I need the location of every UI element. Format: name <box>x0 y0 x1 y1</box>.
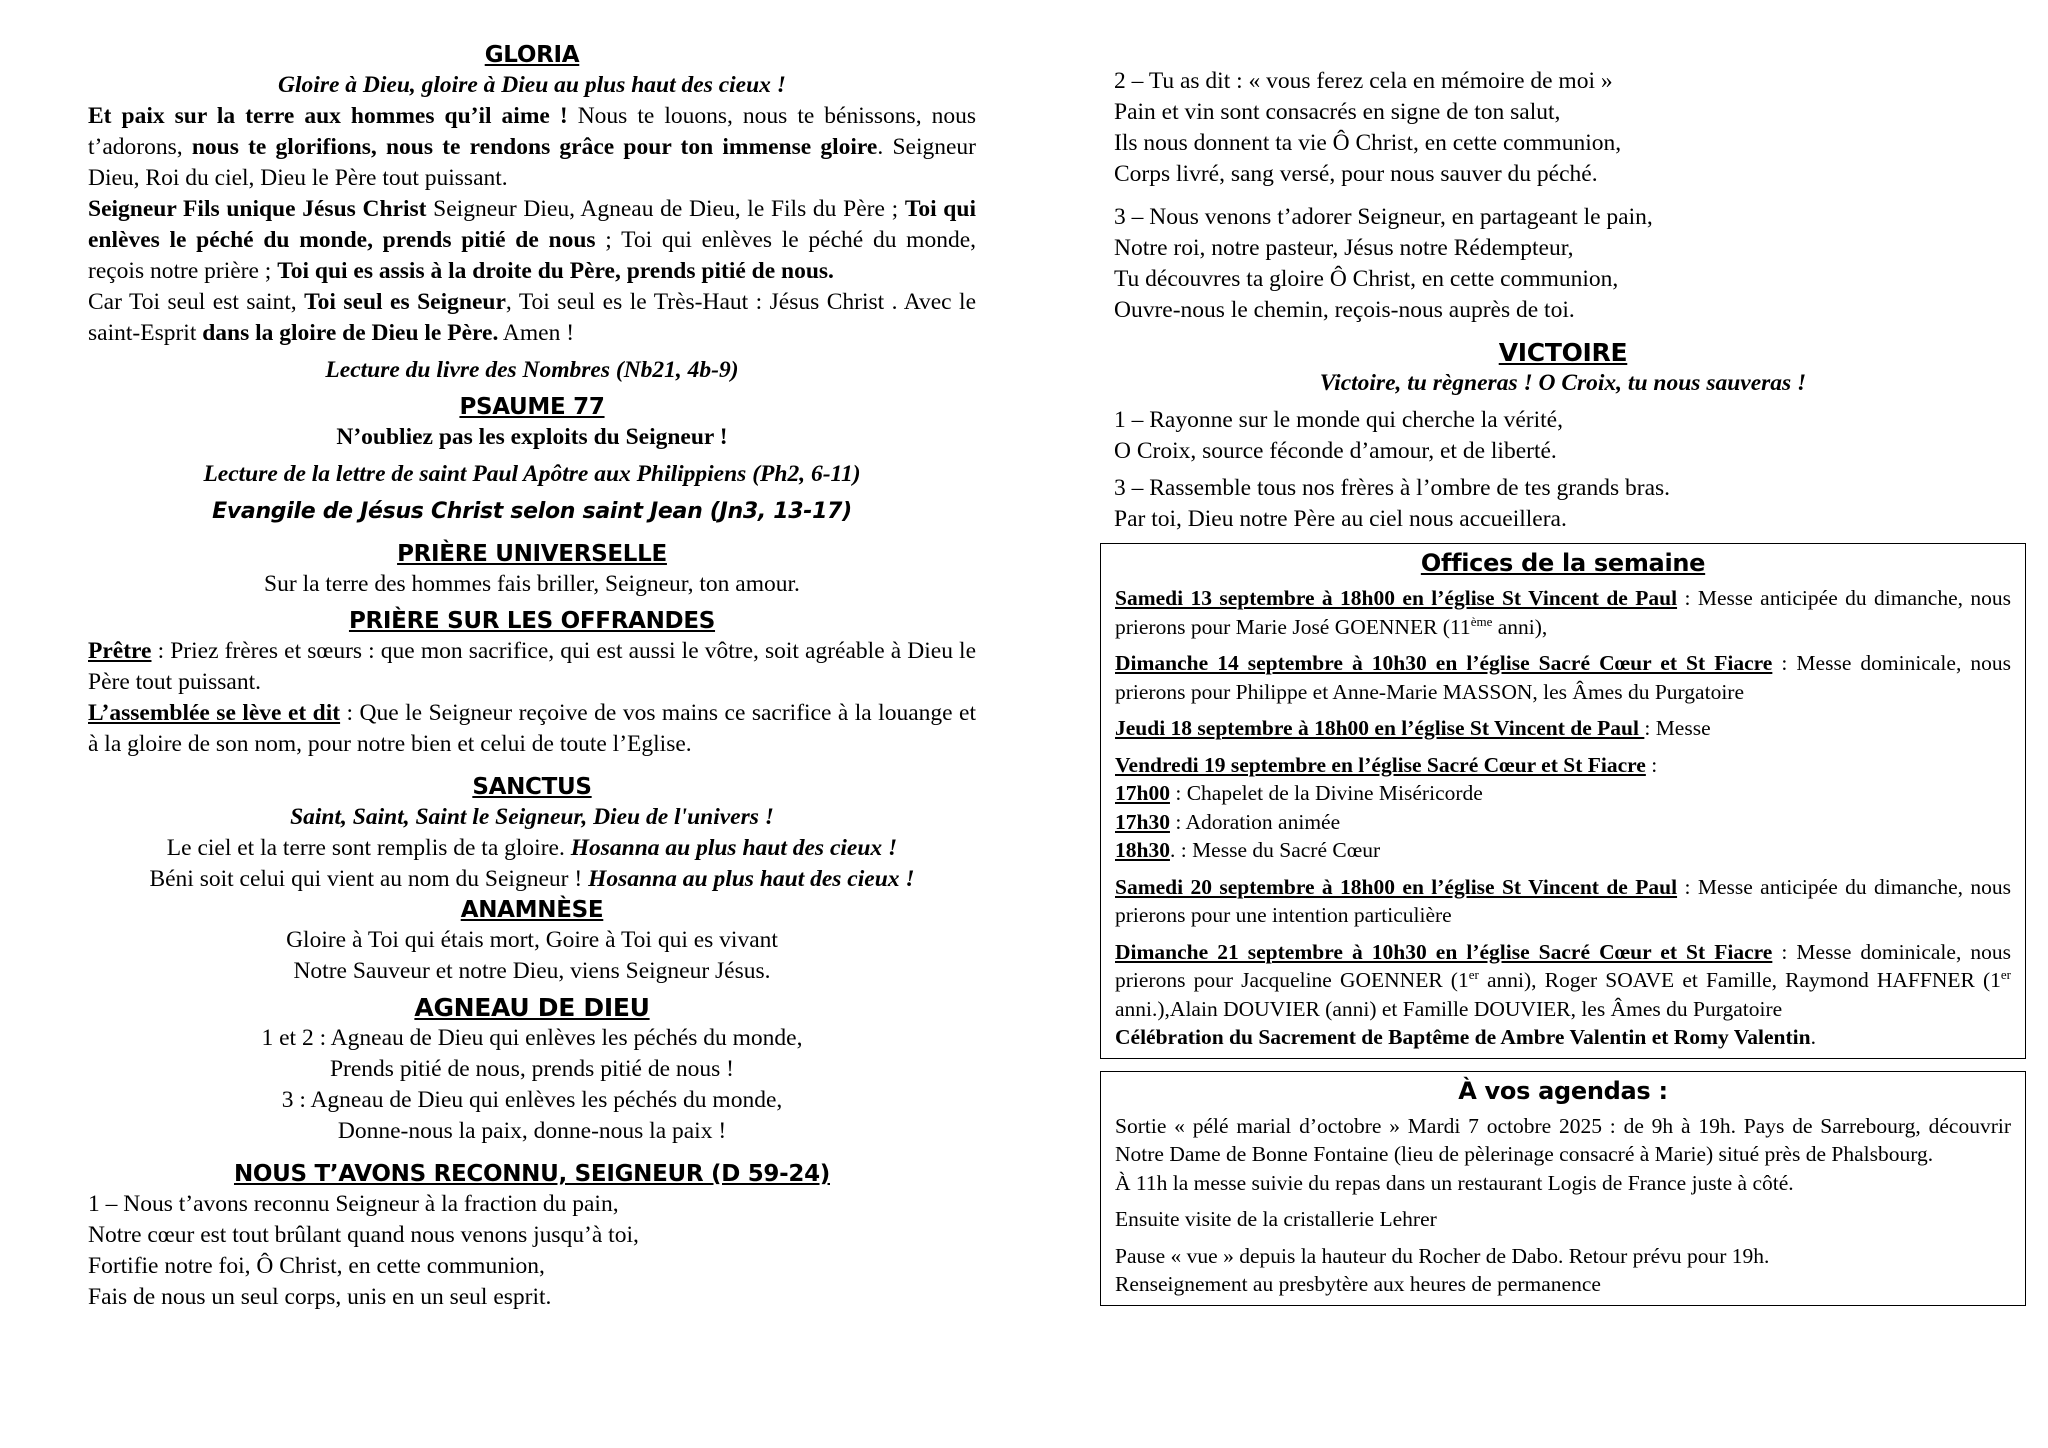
sanctus-line-2-hosanna: Hosanna au plus haut des cieux ! <box>570 835 898 861</box>
evangile-reference: Evangile de Jésus Christ selon saint Jean (Jn3, 13-17) <box>212 499 852 524</box>
reconnu-v2-line-1: 2 – Tu as dit : « vous ferez cela en mémoire de moi » <box>1114 68 1613 94</box>
agneau-line-2: Prends pitié de nous, prends pitié de nous ! <box>329 1056 734 1082</box>
gloria-p2-bold-2: Toi qui enlèves le péché du monde, prends pitié de nous <box>88 196 976 253</box>
offrandes-title: PRIÈRE SUR LES OFFRANDES <box>348 608 716 634</box>
agendas-paragraph-3: Ensuite visite de la cristallerie Lehrer <box>1115 1207 1437 1231</box>
gloria-p3-text-3: Amen ! <box>498 320 575 346</box>
office-5-head: Samedi 20 septembre à 18h00 en l’église St Vincent de Paul <box>1115 874 1678 899</box>
office-4-time-1: 17h00 <box>1115 781 1170 805</box>
victoire-v3-line-2: Par toi, Dieu notre Père au ciel nous accueillera. <box>1114 506 1567 532</box>
agendas-paragraph-4: Pause « vue » depuis la hauteur du Rocher de Dabo. Retour prévu pour 19h. <box>1115 1243 1770 1268</box>
psaume-refrain: N’oubliez pas les exploits du Seigneur ! <box>336 424 728 450</box>
sanctus-line-3-text: Béni soit celui qui vient au nom du Seigneur ! <box>149 866 589 892</box>
agendas-paragraph-2: À 11h la messe suivie du repas dans un restaurant Logis de France juste à côté. <box>1115 1170 1794 1195</box>
victoire-v1-line-1: 1 – Rayonne sur le monde qui cherche la vérité, <box>1114 407 1563 433</box>
office-6-bapteme: Célébration du Sacrement de Baptême de Ambre Valentin et Romy Valentin <box>1115 1025 1811 1049</box>
priere-universelle-refrain: Sur la terre des hommes fais briller, Seigneur, ton amour. <box>264 571 800 597</box>
reconnu-line-1: 1 – Nous t’avons reconnu Seigneur à la fraction du pain, <box>88 1191 619 1217</box>
gloria-p1-text-2: . Seigneur Dieu, Roi du ciel, Dieu le Père tout puissant. <box>88 134 976 191</box>
reconnu-v2-line-3: Ils nous donnent ta vie Ô Christ, en cette communion, <box>1114 130 1622 156</box>
offrandes-assemblee <box>88 698 976 760</box>
office-4-head: Vendredi 19 septembre en l’église Sacré Cœur et St Fiacre <box>1115 752 1646 777</box>
office-entry-1 <box>1115 584 2011 641</box>
pretre-label: Prêtre <box>88 638 152 664</box>
gloria-p2-text-1: Seigneur Dieu, Agneau de Dieu, le Fils du Père ; <box>426 196 905 222</box>
offices-box <box>1100 543 2026 1059</box>
gloria-p2-text-2: ; Toi qui enlèves le péché du monde, reçois notre prière ; <box>88 227 976 284</box>
reconnu-line-4: Fais de nous un seul corps, unis en un seul esprit. <box>88 1284 552 1310</box>
left-column <box>88 40 976 1313</box>
reconnu-v2-line-4: Corps livré, sang versé, pour nous sauver du péché. <box>1114 161 1598 187</box>
sanctus-line-2-text: Le ciel et la terre sont remplis de ta gloire. <box>166 835 571 861</box>
lecture-philippiens: Lecture de la lettre de saint Paul Apôtre aux Philippiens (Ph2, 6-11) <box>203 461 861 487</box>
pretre-text: : Priez frères et sœurs : que mon sacrifice, qui est aussi le vôtre, soit agréable à Dieu le Père tout puissant. <box>88 638 976 695</box>
sanctus-line-1: Saint, Saint, Saint le Seigneur, Dieu de l'univers ! <box>290 804 774 830</box>
gloria-p3-text-1: Car Toi seul est saint, <box>88 289 305 315</box>
agneau-line-4: Donne-nous la paix, donne-nous la paix ! <box>337 1118 727 1144</box>
anamnese-line-2: Notre Sauveur et notre Dieu, viens Seigneur Jésus. <box>293 958 771 984</box>
sanctus-title: SANCTUS <box>472 774 592 800</box>
gloria-p3-bold-1: Toi seul es Seigneur <box>304 289 506 315</box>
office-6-text-1: : Messe dominicale, nous prierons pour Jacqueline GOENNER (1 <box>1115 939 2011 992</box>
reconnu-verse-3 <box>1100 202 2026 326</box>
reconnu-v3-line-3: Tu découvres ta gloire Ô Christ, en cette communion, <box>1114 266 1619 292</box>
office-6-text-3: anni.),Alain DOUVIER (anni) et Famille DOUVIER, les Âmes du Purgatoire <box>1115 996 1783 1021</box>
sanctus-line-3 <box>88 864 976 895</box>
gloria-title: GLORIA <box>484 42 580 68</box>
lecture-nombres: Lecture du livre des Nombres (Nb21, 4b-9) <box>325 357 739 383</box>
office-6-head: Dimanche 21 septembre à 10h30 en l’église Sacré Cœur et St Fiacre <box>1115 939 1773 964</box>
gloria-refrain: Gloire à Dieu, gloire à Dieu au plus haut des cieux ! <box>278 72 786 98</box>
office-5-text: : Messe anticipée du dimanche, nous prierons pour une intention particulière <box>1115 874 2011 927</box>
office-4-desc-2: : Adoration animée <box>1169 809 1341 834</box>
anamnese-line-1: Gloire à Toi qui étais mort, Goire à Toi qui es vivant <box>286 927 778 953</box>
gloria-paragraph-1 <box>88 101 976 194</box>
office-2-text: : Messe dominicale, nous prierons pour Philippe et Anne-Marie MASSON, les Âmes du Purgatoire <box>1115 651 2011 704</box>
office-1-tail: anni), <box>1492 614 1548 639</box>
office-1-head: Samedi 13 septembre à 18h00 en l’église St Vincent de Paul <box>1115 586 1678 610</box>
victoire-v3-line-1: 3 – Rassemble tous nos frères à l’ombre de tes grands bras. <box>1114 475 1671 501</box>
reconnu-v3-line-4: Ouvre-nous le chemin, reçois-nous auprès de toi. <box>1114 297 1575 323</box>
agneau-title: AGNEAU DE DIEU <box>414 993 650 1022</box>
sanctus-line-3-hosanna: Hosanna au plus haut des cieux ! <box>588 866 915 892</box>
gloria-paragraph-3 <box>88 287 976 349</box>
offrandes-pretre <box>88 636 976 698</box>
priere-universelle-title: PRIÈRE UNIVERSELLE <box>397 541 667 567</box>
victoire-refrain: Victoire, tu règneras ! O Croix, tu nous sauveras ! <box>1319 370 1807 396</box>
victoire-title: VICTOIRE <box>1498 338 1628 367</box>
reconnu-v3-line-1: 3 – Nous venons t’adorer Seigneur, en partageant le pain, <box>1114 204 1653 230</box>
psaume-title: PSAUME 77 <box>459 394 605 420</box>
gloria-p3-text-2: , Toi seul es le Très-Haut : Jésus Christ . Avec le saint-Esprit <box>88 289 977 346</box>
office-2-head: Dimanche 14 septembre à 10h30 en l’église Sacré Cœur et St Fiacre <box>1115 651 1773 675</box>
agendas-paragraph-1: Sortie « pélé marial d’octobre » Mardi 7 octobre 2025 : de 9h à 19h. Pays de Sarrebourg, découvrir Notre Dame de Bonne Fontaine (lieu de pèlerinage consacré à Marie) situé près de Phalsbourg. <box>1115 1113 2011 1166</box>
agendas-paragraph-5: Renseignement au presbytère aux heures de permanence <box>1115 1272 1601 1296</box>
office-entry-6 <box>1115 938 2011 1052</box>
right-column <box>1100 66 2026 1306</box>
office-4-time-3: 18h30 <box>1115 838 1170 862</box>
reconnu-v3-line-2: Notre roi, notre pasteur, Jésus notre Rédempteur, <box>1114 235 1574 261</box>
office-4-time-2: 17h30 <box>1115 809 1170 834</box>
reconnu-title: NOUS T’AVONS RECONNU, SEIGNEUR (D 59-24) <box>233 1161 830 1187</box>
office-6-sup-1: er <box>1468 966 1479 982</box>
office-4-text: : <box>1645 752 1658 777</box>
offices-title: Offices de la semaine <box>1420 549 1706 577</box>
office-entry-2 <box>1115 649 2011 706</box>
reconnu-verse-2 <box>1100 66 2026 190</box>
agendas-box <box>1100 1071 2026 1306</box>
sanctus-line-2 <box>88 833 976 864</box>
office-4-desc-3: . : Messe du Sacré Cœur <box>1169 838 1381 862</box>
reconnu-line-2: Notre cœur est tout brûlant quand nous venons jusqu’à toi, <box>88 1222 639 1248</box>
reconnu-v2-line-2: Pain et vin sont consacrés en signe de ton salut, <box>1114 99 1561 125</box>
victoire-verse-1 <box>1100 405 2026 467</box>
office-entry-4 <box>1115 751 2011 865</box>
office-6-text-2: anni), Roger SOAVE et Famille, Raymond HAFFNER (1 <box>1478 968 2001 992</box>
office-4-desc-1: : Chapelet de la Divine Miséricorde <box>1169 781 1483 805</box>
office-3-head: Jeudi 18 septembre à 18h00 en l’église St Vincent de Paul <box>1115 716 1645 740</box>
gloria-paragraph-2 <box>88 194 976 287</box>
office-6-end: . <box>1810 1025 1816 1049</box>
gloria-p1-text-1: Nous te louons, nous te bénissons, nous t’adorons, <box>88 103 976 160</box>
victoire-v1-line-2: O Croix, source féconde d’amour, et de liberté. <box>1114 438 1557 464</box>
office-entry-3 <box>1115 714 2011 743</box>
office-6-sup-2: er <box>2000 966 2011 982</box>
gloria-p1-bold-2: nous te glorifions, nous te rendons grâce pour ton immense gloire <box>191 134 878 160</box>
office-entry-5 <box>1115 873 2011 930</box>
gloria-p1-bold-1: Et paix sur la terre aux hommes qu’il aime ! <box>88 103 568 129</box>
office-1-sup: ème <box>1470 613 1493 629</box>
reconnu-line-3: Fortifie notre foi, Ô Christ, en cette communion, <box>88 1253 545 1279</box>
anamnese-title: ANAMNÈSE <box>460 897 604 923</box>
gloria-p2-bold-1: Seigneur Fils unique Jésus Christ <box>88 196 427 222</box>
victoire-verse-3 <box>1100 473 2026 535</box>
agneau-line-1: 1 et 2 : Agneau de Dieu qui enlèves les péchés du monde, <box>261 1025 803 1051</box>
assemblee-label: L’assemblée se lève et dit <box>88 700 341 726</box>
office-3-text: : Messe <box>1644 716 1711 740</box>
assemblee-text: : Que le Seigneur reçoive de vos mains ce sacrifice à la louange et à la gloire de son nom, pour notre bien et celui de toute l’Eglise. <box>88 700 976 757</box>
office-1-text: : Messe anticipée du dimanche, nous prierons pour Marie José GOENNER (11 <box>1115 586 2011 639</box>
gloria-p3-bold-2: dans la gloire de Dieu le Père. <box>202 320 499 346</box>
agendas-title: À vos agendas : <box>1458 1076 1668 1105</box>
gloria-p2-bold-3: Toi qui es assis à la droite du Père, prends pitié de nous. <box>277 258 834 284</box>
agneau-line-3: 3 : Agneau de Dieu qui enlèves les péchés du monde, <box>281 1087 783 1113</box>
